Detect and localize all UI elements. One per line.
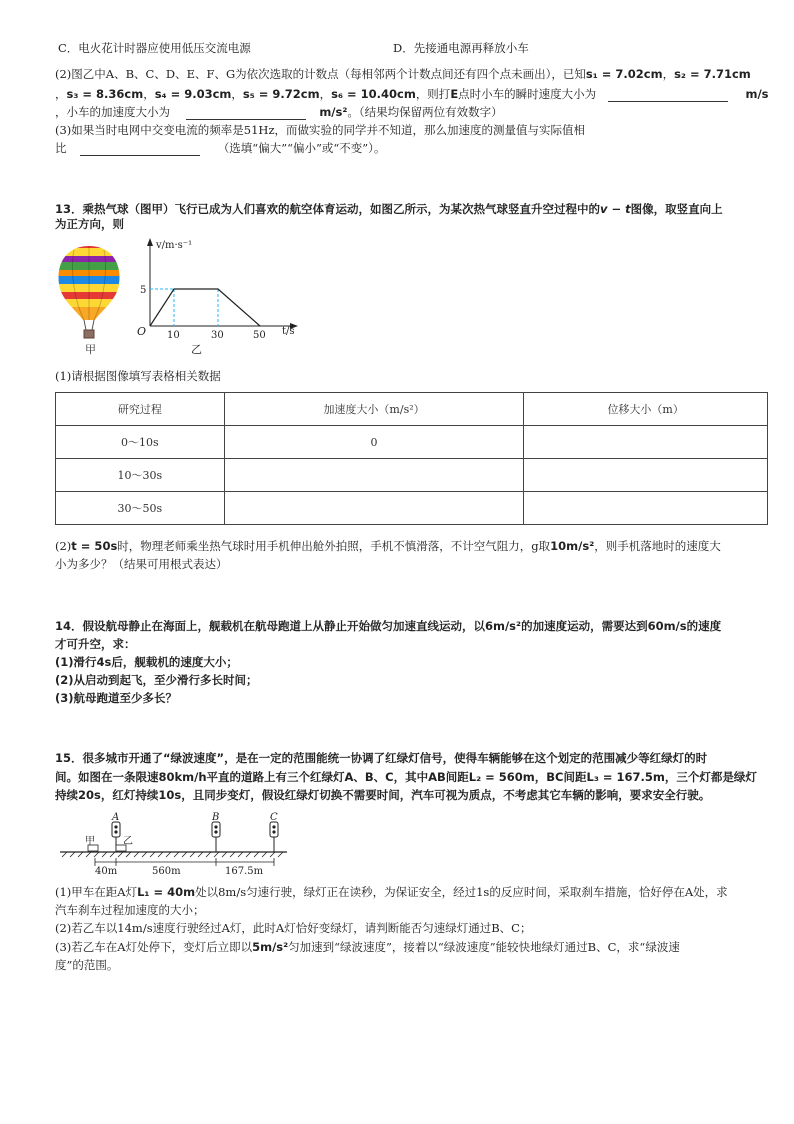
- table-cell-process: 30～50s: [56, 492, 225, 525]
- table-cell-acceleration[interactable]: [224, 459, 524, 492]
- vt-curve: [150, 289, 260, 326]
- table-row: [56, 459, 768, 492]
- t-tick-50: 50: [253, 330, 266, 341]
- table-header: 加速度大小（m/s²）: [224, 393, 524, 426]
- table-row: [56, 492, 768, 525]
- q15-line3: 持续20s，红灯持续10s，且同步变灯，假设红绿灯切换不需要时间，汽车可视为质点，不考虑其它车辆的影响，要求安全行驶。: [55, 788, 711, 802]
- q13-part1: (1)请根据图像填写表格相关数据: [55, 369, 221, 383]
- q15-part3-line2: 度”的范围。: [55, 958, 119, 972]
- balloon-envelope: [52, 240, 132, 321]
- q12-part2-line2: ，s₃ = 8.36cm，s₄ = 9.03cm，s₅ = 9.72cm，s₆ = 10.40cm，则打E点时小车的瞬时速度大小为 m/s: [55, 87, 769, 101]
- answer-blank-acceleration[interactable]: [186, 119, 306, 120]
- balloon-basket: [84, 330, 94, 338]
- light-b-label: B: [212, 812, 220, 823]
- light-c-label: C: [270, 812, 278, 823]
- q13-part2-line1: (2)t = 50s时，物理老师乘坐热气球时用手机伸出舱外拍照，手机不慎滑落，不计空气阻力，g取10m/s²，则手机落地时的速度大: [55, 539, 721, 553]
- q12-part2-line1: (2)图乙中A、B、C、D、E、F、G为依次选取的计数点（每相邻两个计数点间还有四个点未画出），已知s₁ = 7.02cm，s₂ = 7.71cm: [55, 67, 751, 81]
- answer-blank-compare[interactable]: [80, 155, 200, 156]
- road-traffic-light-figure: [55, 808, 300, 878]
- q15-line1: 15．很多城市开通了“绿波速度”，是在一定的范围能统一协调了红绿灯信号，使得车辆能够在这个划定的范围减少等红绿灯的时: [55, 751, 708, 765]
- v-tick-5: 5: [140, 285, 147, 296]
- q14-line5: (3)航母跑道至少多长？: [55, 691, 178, 705]
- table-cell-process: 0～10s: [56, 426, 225, 459]
- option-c: C．电火花计时器应使用低压交流电源: [58, 41, 251, 55]
- table-row: [56, 426, 768, 459]
- table-cell-acceleration[interactable]: [224, 492, 524, 525]
- table-cell-acceleration[interactable]: 0: [224, 426, 524, 459]
- q15-line2: 间。如图在一条限速80km/h平直的道路上有三个红绿灯A、B、C，其中AB间距L₂ = 560m，BC间距L₃ = 167.5m，三个灯都是绿灯: [55, 770, 757, 784]
- q13-stem-line2: 为正方向，则: [55, 217, 124, 231]
- traffic-light-c: [270, 812, 278, 852]
- q13-data-table: [55, 392, 768, 525]
- t-axis-label: t/s: [282, 326, 295, 337]
- table-cell-displacement[interactable]: [524, 459, 768, 492]
- distance-167-5m: 167.5m: [225, 866, 264, 877]
- table-header: 研究过程: [56, 393, 225, 426]
- figure-label-yi: 乙: [191, 343, 202, 356]
- t-tick-10: 10: [167, 330, 180, 341]
- q13-stem-line1: 13．乘热气球（图甲）飞行已成为人们喜欢的航空体育运动，如图乙所示，为某次热气球竖直升空过程中的v − t图像，取竖直向上: [55, 202, 723, 216]
- q15-part1-line1: (1)甲车在距A灯L₁ = 40m处以8m/s匀速行驶，绿灯正在读秒，为保证安全，经过1s的反应时间，采取刹车措施，恰好停在A处，求: [55, 885, 728, 899]
- hot-air-balloon-figure: [52, 240, 132, 358]
- q12-part3-line1: (3)如果当时电网中交变电流的频率是51Hz，而做实验的同学并不知道，那么加速度的测量值与实际值相: [55, 123, 586, 137]
- q14-line2: 才可升空，求：: [55, 637, 136, 651]
- car-yi-label: 乙: [123, 836, 133, 847]
- q15-part2: (2)若乙车以14m/s速度行驶经过A灯，此时A灯恰好变绿灯，请判断能否匀速绿灯通过B、C；: [55, 921, 532, 935]
- q12-part3-line2: 比 （选填“偏大”“偏小”或“不变”）。: [55, 141, 386, 155]
- q15-part1-line2: 汽车刹车过程加速度的大小；: [55, 903, 205, 917]
- table-cell-process: 10～30s: [56, 459, 225, 492]
- traffic-light-b: [211, 812, 220, 852]
- figure-label-jia: 甲: [85, 343, 96, 356]
- q12-part2-line3: ，小车的加速度大小为 m/s²。（结果均保留两位有效数字）: [55, 105, 503, 119]
- distance-40m: 40m: [95, 866, 118, 877]
- distance-560m: 560m: [152, 866, 181, 877]
- t-tick-30: 30: [211, 330, 224, 341]
- table-cell-displacement[interactable]: [524, 492, 768, 525]
- answer-blank-velocity[interactable]: [608, 101, 728, 102]
- q14-line1: 14．假设航母静止在海面上，舰载机在航母跑道上从静止开始做匀加速直线运动，以6m/s²的加速度运动，需要达到60m/s的速度: [55, 619, 722, 633]
- light-a-label: A: [112, 812, 120, 823]
- q15-part3-line1: (3)若乙车在A灯处停下，变灯后立即以5m/s²匀加速到“绿波速度”，接着以“绿波速度”能较快地绿灯通过B、C，求“绿波速: [55, 940, 680, 954]
- table-header: 位移大小（m）: [524, 393, 768, 426]
- q14-line3: (1)滑行4s后，舰载机的速度大小；: [55, 655, 238, 669]
- car-jia-label: 甲: [85, 836, 95, 847]
- table-header-row: [56, 393, 768, 426]
- origin-label: O: [137, 325, 147, 338]
- vt-graph: [132, 234, 312, 358]
- option-d: D．先接通电源再释放小车: [393, 41, 529, 55]
- v-axis-label: v/m·s⁻¹: [156, 240, 193, 251]
- q13-part2-line2: 小为多少？（结果可用根式表达）: [55, 557, 228, 571]
- q14-line4: (2)从启动到起飞，至少滑行多长时间；: [55, 673, 258, 687]
- table-cell-displacement[interactable]: [524, 426, 768, 459]
